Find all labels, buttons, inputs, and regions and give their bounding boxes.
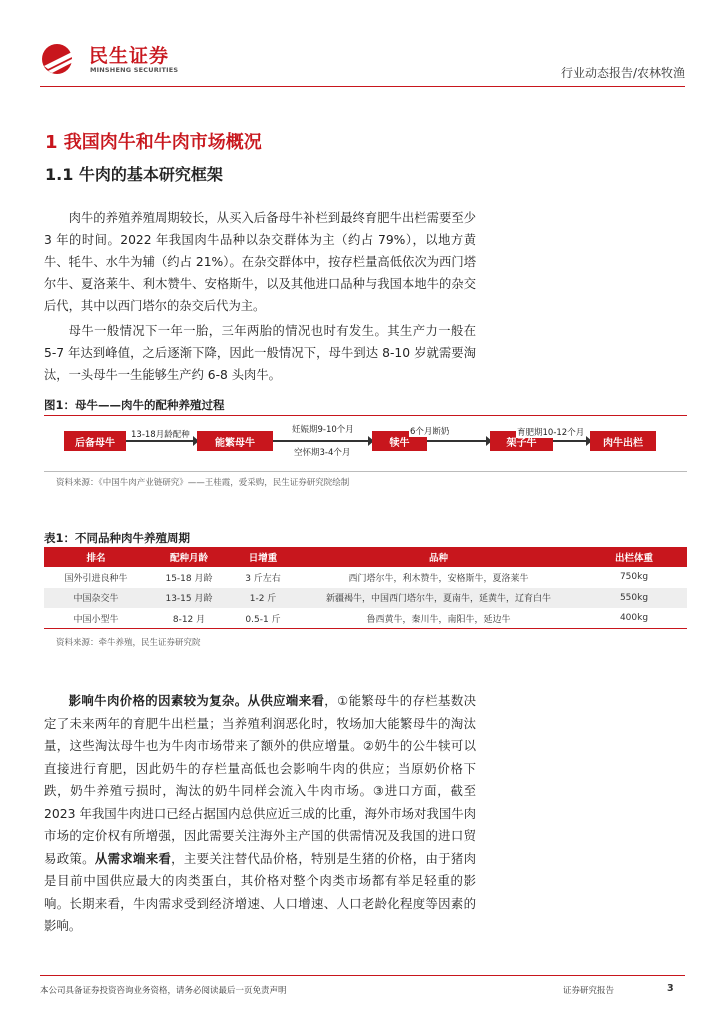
table-cell: 新疆褐牛，中国西门塔尔牛，夏南牛，延黄牛，辽育白牛 [296, 588, 581, 609]
flow-box-calf: 犊牛 [372, 431, 427, 451]
table-row [44, 588, 687, 609]
header-divider [40, 86, 685, 87]
paragraph-price-factors [44, 690, 476, 938]
flow-arrow-2 [273, 440, 369, 442]
table-cell: 8-12 月 [148, 608, 230, 629]
flow-label-open-period: 空怀期3-4个月 [294, 448, 351, 458]
logo-english-name: MINSHENG SECURITIES [90, 66, 179, 74]
text-bold-segment: 影响牛肉价格的因素较为复杂。从供应端来看 [68, 693, 325, 708]
text-segment: ，①能繁母牛的存栏基数决定了未来两年的育肥牛出栏量；当养殖利润恶化时，牧场加大能繁母牛的淘汰量，这些淘汰母牛也为牛肉市场带来了额外的供应增量。②奶牛的公牛犊可以直接进行育肥，因此奶牛的存栏量高低也会影响牛肉的供应；当原奶价格下跌，奶牛养殖亏损时，淘汰的奶牛同样会流入牛肉市场。③进口方面，截至 2023 年我国牛肉进口已经占据国内总供应近三成的比重，海外市场对我国牛肉市场的定价权有所增强，因此需要关注海外主产国的供需情况及我国的进口贸易政策。 [44, 693, 477, 866]
table-cell: 3 斤左右 [245, 573, 281, 584]
col-header-daily-gain: 日增重 [230, 547, 296, 567]
page-header [40, 38, 685, 88]
flow-label-weaning: 6个月断奶 [410, 427, 450, 437]
table-title: 表1：不同品种肉牛养殖周期 [44, 531, 191, 545]
table-cell: 西门塔尔牛，利木赞牛，安格斯牛，夏洛莱牛 [348, 573, 529, 584]
figure-title: 图1：母牛——肉牛的配种养殖过程 [44, 398, 225, 412]
flow-box-feeder-cattle: 架子牛 [490, 431, 553, 451]
paragraph-breeding-cycle: 肉牛的养殖养殖周期较长，从买入后备母牛补栏到最终育肥牛出栏需要至少 3 年的时间。2022 年我国肉牛品种以杂交群体为主（约占 79%），以地方黄牛、牦牛、水牛为辅（约占 21%）。在杂交群体中，按存栏量高低依次为西门塔尔牛、夏洛莱牛、利木赞牛、安格斯牛，以及其他进口品种与我国本地牛的杂交后代，其中以西门塔尔的杂交后代为主。 [44, 211, 476, 313]
table-cell: 15-18 月龄 [165, 573, 213, 584]
text-segment: ，主要关注替代品价格，特别是生猪的价格，由于猪肉是目前中国供应最大的肉类蛋白，其价格对整个肉类市场都有举足轻重的影响。长期来看，牛肉需求受到经济增速、人口增速、人口老龄化程度等因素的影响。 [44, 850, 477, 933]
flow-arrow-1 [126, 440, 194, 442]
logo-chinese-name: 民生证券 [89, 45, 170, 67]
footer-disclaimer: 本公司具备证券投资咨询业务资格，请务必阅读最后一页免责声明 [40, 986, 287, 996]
text-bold-segment: 从需求端来看 [94, 850, 172, 866]
flow-arrow-3 [427, 440, 487, 442]
col-header-rank: 排名 [44, 547, 148, 567]
col-header-slaughter-weight: 出栏体重 [581, 547, 687, 567]
paragraph-cow-productivity: 母牛一般情况下一年一胎，三年两胎的情况也时有发生。其生产力一般在 5-7 年达到峰值，之后逐渐下降，因此一般情况下，母牛到达 8-10 岁就需要淘汰，一头母牛一生能够生产约 6-8 头肉牛。 [44, 324, 476, 382]
figure-source-rule [44, 471, 687, 472]
breed-cycle-table [44, 547, 687, 629]
table-cell: 1-2 斤 [230, 588, 296, 609]
table-cell: 0.5-1 斤 [230, 608, 296, 629]
flow-arrow-4 [553, 440, 587, 442]
section-title: 1 我国肉牛和牛肉市场概况 [45, 132, 262, 153]
footer-divider [40, 975, 685, 976]
table-header-row [44, 547, 687, 567]
footer-label: 证券研究报告 [563, 986, 615, 996]
figure-title-rule [44, 415, 687, 416]
subsection-title: 1.1 牛肉的基本研究框架 [45, 165, 223, 184]
flow-box-breeding-cow: 能繁母牛 [197, 431, 273, 451]
flow-label-gestation: 妊娠期9-10个月 [292, 425, 354, 435]
table-cell: 中国小型牛 [44, 608, 148, 629]
table-cell: 鲁西黄牛，秦川牛，南阳牛，延边牛 [296, 608, 581, 629]
table-cell: 750kg [619, 572, 649, 583]
flow-label-fattening: 育肥期10-12个月 [517, 428, 585, 438]
table-row [44, 567, 687, 588]
flow-label-mating-age: 13-18月龄配种 [131, 430, 190, 440]
table-cell: 550kg [581, 588, 687, 609]
col-header-mating-age: 配种月龄 [148, 547, 230, 567]
report-type: 行业动态报告/农林牧渔 [560, 66, 685, 80]
table-cell: 中国杂交牛 [44, 588, 148, 609]
page-number: 3 [667, 983, 674, 994]
minsheng-logo-icon [40, 42, 82, 76]
figure-source: 资料来源：《中国牛肉产业链研究》——王桂霞，爱采购，民生证券研究院绘制 [56, 478, 350, 488]
table-source: 资料来源：牵牛养殖，民生证券研究院 [56, 638, 201, 648]
table-cell: 13-15 月龄 [148, 588, 230, 609]
col-header-breed: 品种 [296, 547, 581, 567]
table-cell: 国外引进良种牛 [64, 573, 128, 584]
table-row [44, 608, 687, 629]
breeding-flow-diagram [44, 420, 687, 465]
table-cell: 400kg [581, 608, 687, 629]
flow-box-reserve-cow: 后备母牛 [64, 431, 126, 451]
flow-box-slaughter: 肉牛出栏 [590, 431, 656, 451]
